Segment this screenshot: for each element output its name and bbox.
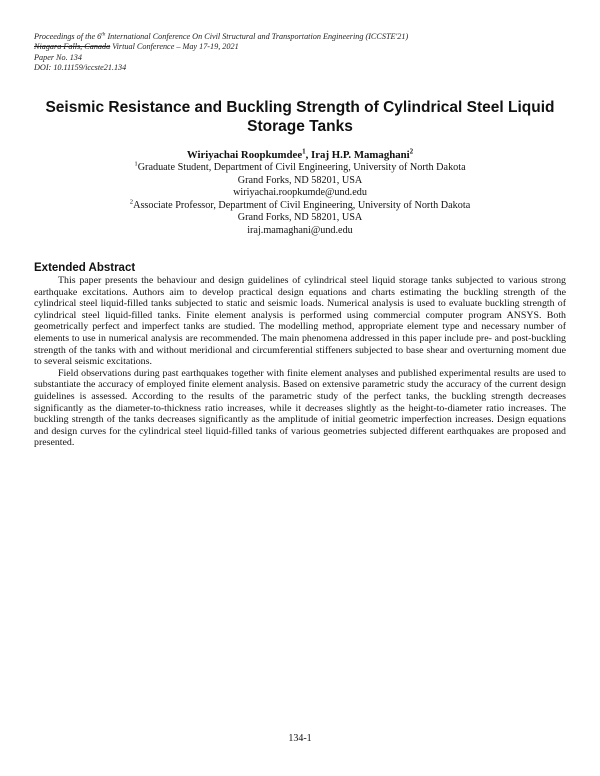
header-struck-location: Niagara Falls, Canada	[34, 42, 111, 52]
affiliation-2: $^2$Associate Professor, Department of Civil Engineering, University of North Dakota	[129, 198, 471, 211]
header-doi: DOI: 10.11159/iccste21.134	[34, 63, 127, 73]
abstract-paragraph-1: This paper presents the behaviour and design guidelines of cylindrical steel liquid storage tanks subjected to various strong earthquake excitations. Authors aim to develop practical design equations and charts estimating the buckling strength of the cylindrical steel liquid-filled tanks subjected to static and seismic loads. Numerical analysis is used to evaluate buckling strength of cylindrical steel liquid-filled tanks. Finite element analysis is performed using commercial computer program ANSYS. Both geometrically perfect and imperfect tanks are studied. The modelling method, appropriate element type and necessary number of elements to use in numerical analysis are recommended. The main phenomena addressed in this paper include pre- and post-buckling strength of the tanks with and without meridional and circumferential stiffeners subjected to base shear and overturning moment due to several seismic excitations.	[34, 275, 566, 368]
page-number: 134-1	[288, 733, 312, 744]
header-location-line: Niagara Falls, Canada Virtual Conference – May 17-19, 2021	[34, 42, 239, 52]
affiliation-1-email[interactable]: wiriyachai.roopkumde@und.edu	[233, 187, 367, 199]
title-line-2: Storage Tanks	[247, 118, 353, 135]
abstract-body	[34, 275, 566, 449]
affiliation-1-city: Grand Forks, ND 58201, USA	[237, 174, 363, 186]
affiliation-2-email[interactable]: iraj.mamaghani@und.edu	[247, 224, 353, 236]
affiliation-1: $^1$Graduate Student, Department of Civil Engineering, University of North Dakota	[134, 160, 466, 173]
abstract-paragraph-2: Field observations during past earthquakes together with finite element analyses and published experimental results are used to substantiate the accuracy of employed finite element analysis. Based on extensive parametric study the accuracy of the current design guidelines is assessed. According to the results of the parametric study of the perfect tanks, the buckling strength decreases significantly as the diameter-to-thickness ratio increases, while it decreases slightly as the height-to-diameter ratio increases. The buckling strength of the tanks decreases significantly as the amplitude of initial geometric imperfection increases. Design equations and design curves for the cylindrical steel liquid-filled tanks of various geometries subjected different earthquakes are proposed and presented.	[34, 367, 566, 449]
paper-title	[30, 98, 570, 136]
affiliation-2-city: Grand Forks, ND 58201, USA	[237, 212, 363, 224]
abstract-heading: Extended Abstract	[34, 262, 136, 274]
header-conference-line: Proceedings of the 6th International Conference On Civil Structural and Transportation Engineering (ICCSTE'21)	[34, 31, 409, 41]
author-2: Iraj H.P. Mamaghani	[311, 149, 410, 161]
author-1: Wiriyachai Roopkumdee	[186, 149, 303, 161]
proceedings-header	[34, 32, 574, 74]
title-line-1: Seismic Resistance and Buckling Strength of Cylindrical Steel Liquid	[45, 99, 555, 116]
header-paper-number: Paper No. 134	[34, 52, 82, 62]
author-block	[30, 149, 570, 238]
author-names: Wiriyachai Roopkumdee$^1$, Iraj H.P. Mamaghani$^2$	[186, 147, 414, 161]
